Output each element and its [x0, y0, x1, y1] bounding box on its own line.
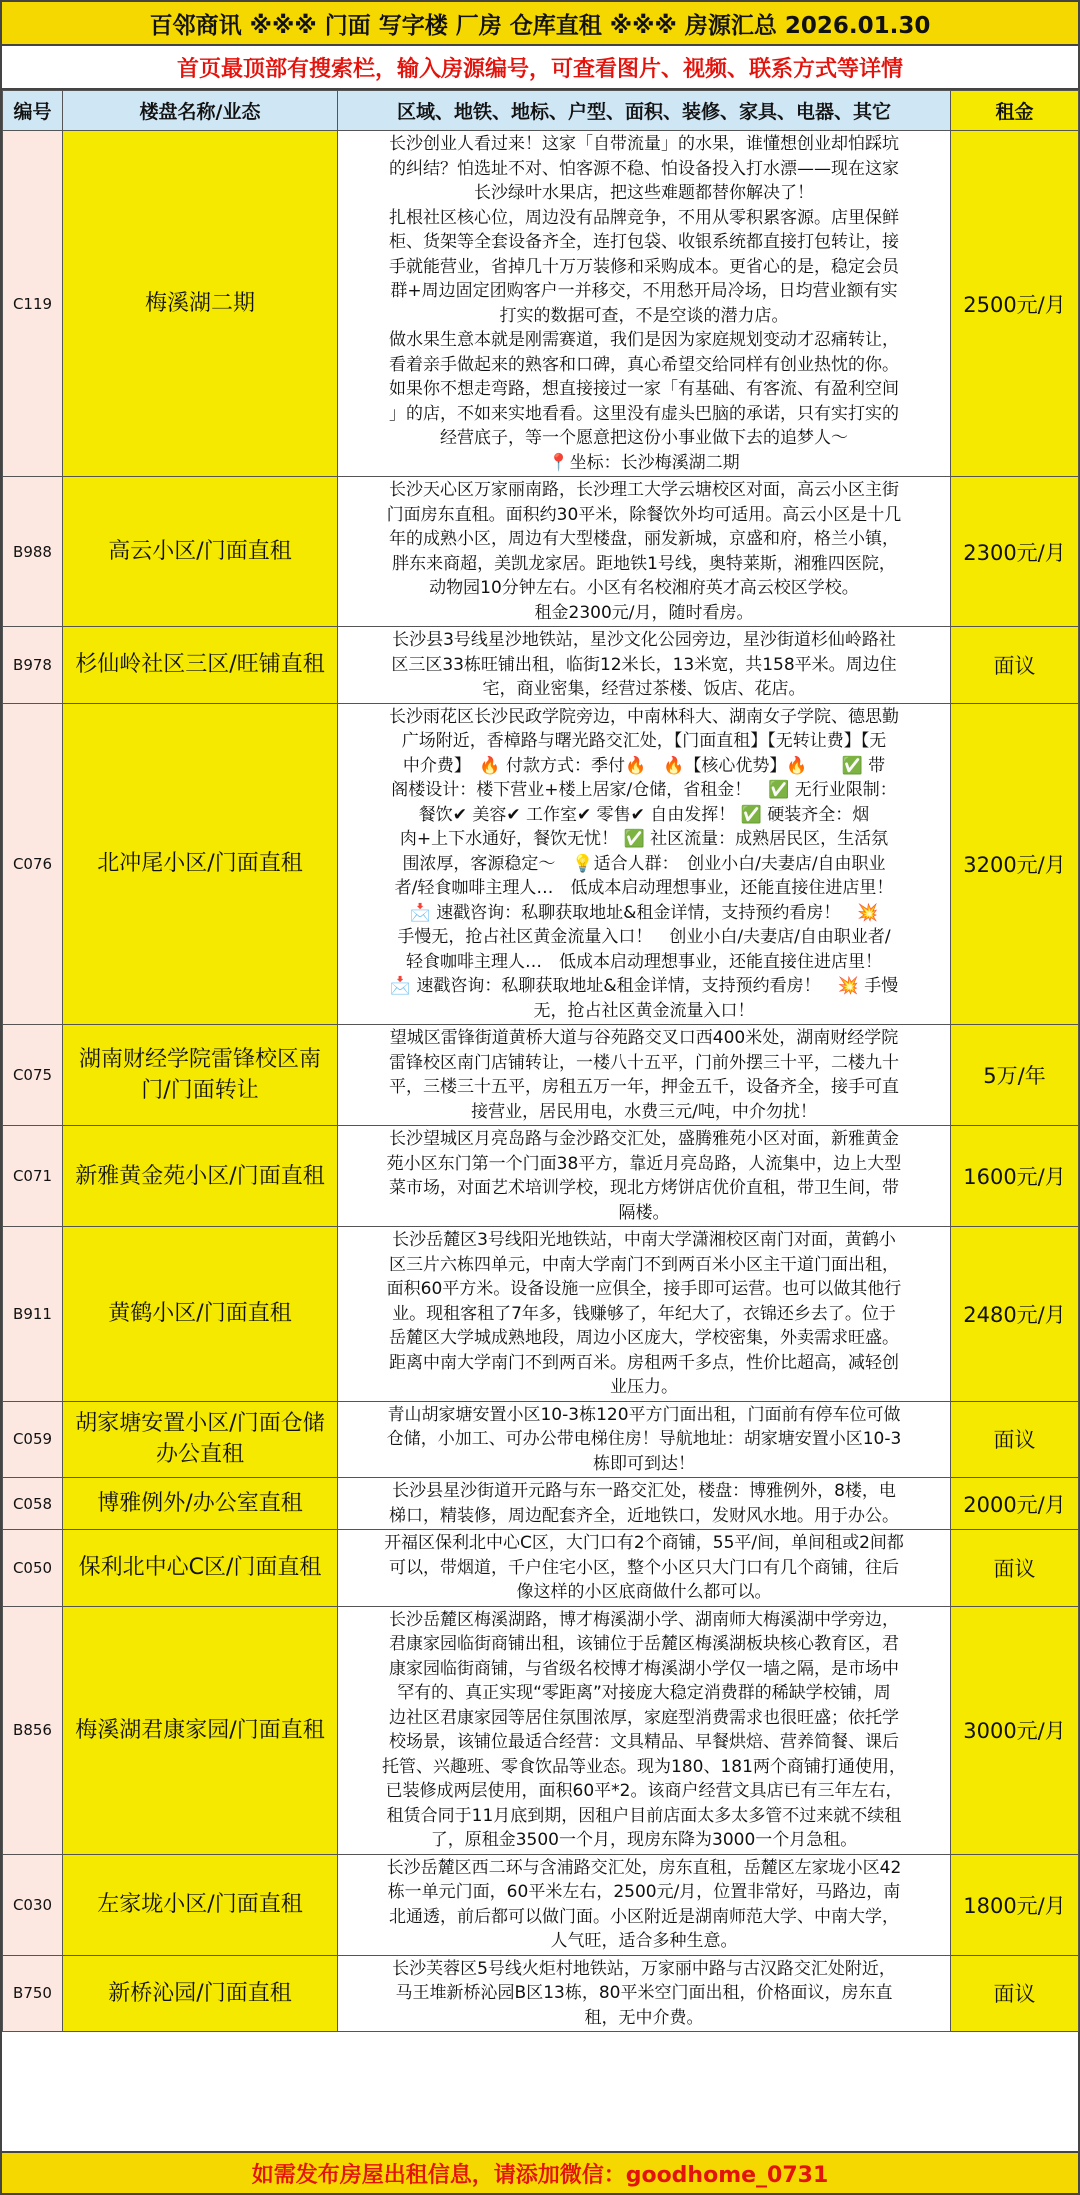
listing-rent: 面议 [951, 1955, 1079, 2032]
description-line: 长沙天心区万家丽南路，长沙理工大学云塘校区对面，高云小区主街 [389, 480, 899, 500]
header-rent: 租金 [951, 91, 1079, 131]
table-row [3, 1227, 1079, 1402]
description-line: 岳麓区大学城成熟地段，周边小区庞大，学校密集，外卖需求旺盛。 [389, 1328, 899, 1348]
description-line: 年的成熟小区，周边有大型楼盘，丽发新城，京盛和府，格兰小镇， [389, 529, 899, 549]
listing-name: 梅溪湖君康家园/门面直租 [63, 1606, 338, 1854]
listing-id: C058 [3, 1478, 63, 1530]
table-header-row [3, 91, 1079, 131]
description-line: 业压力。 [610, 1377, 678, 1397]
description-line: 苑小区东门第一个门面38平方，靠近月亮岛路，人流集中，边上大型 [386, 1153, 902, 1174]
description-line: 面积60平方米。设备设施一应俱全，接手即可运营。也可以做其他行 [386, 1279, 902, 1299]
search-notice: 首页最顶部有搜索栏，输入房源编号，可查看图片、视频、联系方式等详情 [2, 46, 1078, 90]
description-line: 雷锋校区南门店铺转让，一楼八十五平，门前外摆三十平，二楼九十 [389, 1052, 899, 1073]
description-line: 可以，带烟道，千户住宅小区，整个小区只大门口有几个商铺，往后 [389, 1557, 899, 1578]
listing-rent: 1800元/月 [951, 1854, 1079, 1955]
description-line: 人气旺，适合多种生意。 [550, 1931, 738, 1951]
description-line: 马王堆新桥沁园B区13栋，80平米空门面出租，价格面议，房东直 [395, 1983, 893, 2003]
description-line: 长沙创业人看过来！这家「自带流量」的水果，谁懂想创业却怕踩坑 [389, 134, 899, 154]
description-line: 托管、兴趣班、零食饮品等业态。现为180、181两个商铺打通使用， [382, 1756, 906, 1777]
listing-rent: 面议 [951, 1401, 1079, 1478]
description-line: 轻食咖啡主理人… 低成本启动理想事业，还能直接住进店里！ [406, 951, 882, 972]
description-line: 望城区雷锋街道黄桥大道与谷苑路交叉口西400米处，湖南财经学院 [389, 1028, 899, 1048]
description-line: 群+周边固定团购客户一并移交，不用愁开局冷场，日均营业额有实 [390, 281, 898, 301]
listing-id: B911 [3, 1227, 63, 1402]
table-row [3, 1530, 1079, 1607]
description-line: 租，无中介费。 [584, 2007, 704, 2028]
table-row [3, 1854, 1079, 1955]
description-line: 中介费】 🔥 付款方式：季付🔥 🔥【核心优势】🔥 ✅ 带 [402, 755, 886, 776]
description-line: 看着亲手做起来的熟客和口碑，真心希望交给同样有创业热忱的你。 [389, 354, 899, 375]
description-line: 业。现租客租了7年多，钱赚够了，年纪大了，衣锦还乡去了。位于 [392, 1303, 896, 1324]
header-desc: 区域、地铁、地标、户型、面积、装修、家具、电器、其它 [338, 91, 951, 131]
listing-rent: 3200元/月 [951, 703, 1079, 1025]
description-line: 扎根社区核心位，周边没有品牌竞争，不用从零积累客源。店里保鲜 [389, 207, 899, 228]
description-line: 栋一单元门面，60平米左右，2500元/月，位置非常好，马路边，南 [387, 1882, 901, 1902]
description-line: 宅，商业密集，经营过茶楼、饭店、花店。 [482, 679, 806, 699]
listing-id: B978 [3, 627, 63, 704]
description-line: 区三片六栋四单元，中南大学南门不到两百米小区主干道门面出租， [389, 1254, 899, 1275]
description-line: 📩 速戳咨询：私聊获取地址&租金详情，支持预约看房！ 💥 手慢 [389, 976, 899, 996]
description-line: 的纠结？怕选址不对、怕客源不稳、怕设备投入打水漂——现在这家 [389, 158, 899, 179]
listing-description [338, 1530, 951, 1607]
description-line: 租金2300元/月，随时看房。 [534, 602, 754, 623]
listing-description [338, 1025, 951, 1126]
description-line: 北通透，前后都可以做门面。小区附近是湖南师范大学、中南大学， [389, 1906, 899, 1927]
description-line: 长沙县3号线星沙地铁站，星沙文化公园旁边，星沙街道杉仙岭路社 [392, 630, 896, 650]
listing-id: C071 [3, 1126, 63, 1227]
description-line: 梯口，精装修，周边配套齐全，近地铁口，发财风水地。用于办公。 [389, 1505, 899, 1526]
description-line: 者/轻食咖啡主理人… 低成本启动理想事业，还能直接住进店里！ [394, 878, 894, 898]
listing-description [338, 477, 951, 627]
description-line: 动物园10分钟左右。小区有名校湘府英才高云校区学校。 [429, 578, 859, 598]
description-line: 手就能营业，省掉几十万万装修和采购成本。更省心的是，稳定会员 [389, 256, 899, 277]
listing-description [338, 1955, 951, 2032]
description-line: 围浓厚，客源稳定～ 💡适合人群： 创业小白/夫妻店/自由职业 [402, 853, 886, 874]
description-line: 📩 速戳咨询：私聊获取地址&租金详情，支持预约看房！ 💥 [409, 902, 879, 923]
table-row [3, 1606, 1079, 1854]
listing-description [338, 703, 951, 1025]
description-line: 柜、货架等全套设备齐全，连打包袋、收银系统都直接打包转让，接 [389, 232, 899, 252]
listing-id: C030 [3, 1854, 63, 1955]
listing-description [338, 1606, 951, 1854]
description-line: 长沙岳麓区3号线阳光地铁站，中南大学潇湘校区南门对面，黄鹤小 [392, 1230, 896, 1250]
listing-table-body [3, 131, 1079, 2032]
description-line: 长沙绿叶水果店，把这些难题都替你解决了！ [474, 183, 814, 203]
description-line: 」的店，不如来实地看看。这里没有虚头巴脑的承诺，只有实打实的 [389, 403, 899, 424]
description-line: 餐饮✔ 美容✔ 工作室✔ 零售✔ 自由发挥！ ✅ 硬装齐全：烟 [418, 804, 870, 825]
description-line: 长沙望城区月亮岛路与金沙路交汇处，盛腾雅苑小区对面，新雅黄金 [389, 1129, 899, 1149]
listing-description [338, 131, 951, 477]
listing-name: 博雅例外/办公室直租 [63, 1478, 338, 1530]
description-line: 肉+上下水通好，餐饮无忧！ ✅ 社区流量：成熟居民区，生活氛 [399, 829, 889, 849]
description-line: 像这样的小区底商做什么都可以。 [516, 1582, 772, 1602]
description-line: 如果你不想走弯路，想直接接过一家「有基础、有客流、有盈利空间 [389, 379, 899, 399]
listing-name: 杉仙岭社区三区/旺铺直租 [63, 627, 338, 704]
description-line: 菜市场，对面艺术培训学校，现北方烤饼店优价直租，带卫生间，带 [389, 1178, 899, 1198]
description-line: 边社区君康家园等居住氛围浓厚，家庭型消费需求也很旺盛；依托学 [389, 1707, 899, 1728]
listing-id: C050 [3, 1530, 63, 1607]
description-line: 仓储，小加工、可办公带电梯住房！导航地址：胡家塘安置小区10-3 [386, 1429, 902, 1449]
listing-name: 左家垅小区/门面直租 [63, 1854, 338, 1955]
listing-id: B988 [3, 477, 63, 627]
description-line: 胖东来商超，美凯龙家居。距地铁1号线，奥特莱斯，湘雅四医院， [392, 553, 896, 574]
description-line: 做水果生意本就是刚需赛道，我们是因为家庭规划变动才忍痛转让， [389, 330, 899, 350]
listing-name: 新雅黄金苑小区/门面直租 [63, 1126, 338, 1227]
table-row [3, 131, 1079, 477]
description-line: 青山胡家塘安置小区10-3栋120平方门面出租，门面前有停车位可做 [387, 1404, 901, 1425]
listing-table [2, 90, 1079, 2032]
description-line: 隔楼。 [618, 1202, 670, 1223]
listing-rent: 2500元/月 [951, 131, 1079, 477]
description-line: 阁楼设计：楼下营业+楼上居家/仓储，省租金！ ✅ 无行业限制： [391, 780, 897, 800]
description-line: 栋即可到达！ [593, 1453, 695, 1474]
description-line: 君康家园临街商铺出租，该铺位于岳麓区梅溪湖板块核心教育区，君 [389, 1634, 899, 1654]
listing-rent: 面议 [951, 627, 1079, 704]
listing-description [338, 1478, 951, 1530]
description-line: 了，原租金3500一个月，现房东降为3000一个月急租。 [430, 1830, 858, 1850]
description-line: 门面房东直租。面积约30平米，除餐饮外均可适用。高云小区是十几 [386, 504, 902, 525]
table-row [3, 1955, 1079, 2032]
description-line: 打实的数据可查，不是空谈的潜力店。 [499, 305, 789, 326]
description-line: 长沙雨花区长沙民政学院旁边，中南林科大、湖南女子学院、德思勤 [389, 706, 899, 727]
listing-description [338, 1227, 951, 1402]
listing-rent: 1600元/月 [951, 1126, 1079, 1227]
table-row [3, 1126, 1079, 1227]
description-line: 广场附近，香樟路与曙光路交汇处，【门面直租】【无转让费】【无 [401, 731, 887, 751]
table-row [3, 1478, 1079, 1530]
description-line: 开福区保利北中心C区，大门口有2个商铺，55平/间，单间租或2间都 [384, 1533, 904, 1553]
listing-name: 胡家塘安置小区/门面仓储办公直租 [63, 1401, 338, 1478]
listing-name: 高云小区/门面直租 [63, 477, 338, 627]
description-line: 长沙岳麓区梅溪湖路，博才梅溪湖小学、湖南师大梅溪湖中学旁边， [389, 1609, 899, 1630]
listing-name: 黄鹤小区/门面直租 [63, 1227, 338, 1402]
description-line: 手慢无，抢占社区黄金流量入口！ 创业小白/夫妻店/自由职业者/ [397, 927, 891, 947]
description-line: 租赁合同于11月底到期，因租户目前店面太多太多管不过来就不续租 [386, 1805, 902, 1826]
table-row [3, 627, 1079, 704]
listing-name: 保利北中心C区/门面直租 [63, 1530, 338, 1607]
header-id: 编号 [3, 91, 63, 131]
description-line: 罕有的、真正实现“零距离”对接庞大稳定消费群的稀缺学校铺，周 [397, 1683, 891, 1703]
listing-id: B856 [3, 1606, 63, 1854]
page-title: 百邻商讯 ※※※ 门面 写字楼 厂房 仓库直租 ※※※ 房源汇总 2026.01.30 [2, 2, 1078, 46]
description-line: 区三区33栋旺铺出租，临街12米长，13米宽，共158平米。周边住 [391, 654, 897, 675]
listing-id: C059 [3, 1401, 63, 1478]
listing-rent: 2000元/月 [951, 1478, 1079, 1530]
listing-rent: 面议 [951, 1530, 1079, 1607]
description-line: 长沙县星沙街道开元路与东一路交汇处，楼盘：博雅例外，8楼，电 [392, 1481, 896, 1501]
description-line: 📍坐标：长沙梅溪湖二期 [548, 452, 740, 473]
description-line: 距离中南大学南门不到两百米。房租两千多点，性价比超高，减轻创 [389, 1352, 899, 1373]
listing-id: C076 [3, 703, 63, 1025]
table-row [3, 1401, 1079, 1478]
listing-id: C119 [3, 131, 63, 477]
listing-name: 新桥沁园/门面直租 [63, 1955, 338, 2032]
listing-rent: 5万/年 [951, 1025, 1079, 1126]
listing-description [338, 1126, 951, 1227]
description-line: 校场景，该铺位最适合经营：文具精品、早餐烘焙、营养简餐、课后 [389, 1732, 899, 1752]
listing-rent: 2480元/月 [951, 1227, 1079, 1402]
listing-description [338, 1401, 951, 1478]
listing-rent: 2300元/月 [951, 477, 1079, 627]
listing-name: 梅溪湖二期 [63, 131, 338, 477]
listing-description [338, 627, 951, 704]
description-line: 长沙芙蓉区5号线火炬村地铁站，万家丽中路与古汉路交汇处附近， [392, 1958, 896, 1979]
description-line: 长沙岳麓区西二环与含浦路交汇处，房东直租，岳麓区左家垅小区42 [386, 1857, 902, 1878]
description-line: 无，抢占社区黄金流量入口！ [533, 1000, 755, 1021]
description-line: 平，三楼三十五平，房租五万一年，押金五千，设备齐全，接手可直 [389, 1077, 899, 1097]
listing-description [338, 1854, 951, 1955]
table-row [3, 1025, 1079, 1126]
description-line: 已装修成两层使用，面积60平*2。该商户经营文具店已有三年左右， [385, 1781, 903, 1801]
header-name: 楼盘名称/业态 [63, 91, 338, 131]
listing-id: C075 [3, 1025, 63, 1126]
listing-name: 湖南财经学院雷锋校区南门/门面转让 [63, 1025, 338, 1126]
listing-id: B750 [3, 1955, 63, 2032]
description-line: 经营底子，等一个愿意把这份小事业做下去的追梦人～ [440, 428, 848, 448]
listing-name: 北冲尾小区/门面直租 [63, 703, 338, 1025]
footer-contact: 如需发布房屋出租信息，请添加微信：goodhome_0731 [2, 2151, 1078, 2193]
listing-rent: 3000元/月 [951, 1606, 1079, 1854]
table-row [3, 703, 1079, 1025]
table-row [3, 477, 1079, 627]
description-line: 接营业，居民用电，水费三元/吨，中介勿扰！ [471, 1101, 817, 1122]
description-line: 康家园临街商铺，与省级名校博才梅溪湖小学仅一墙之隔，是市场中 [389, 1658, 899, 1679]
